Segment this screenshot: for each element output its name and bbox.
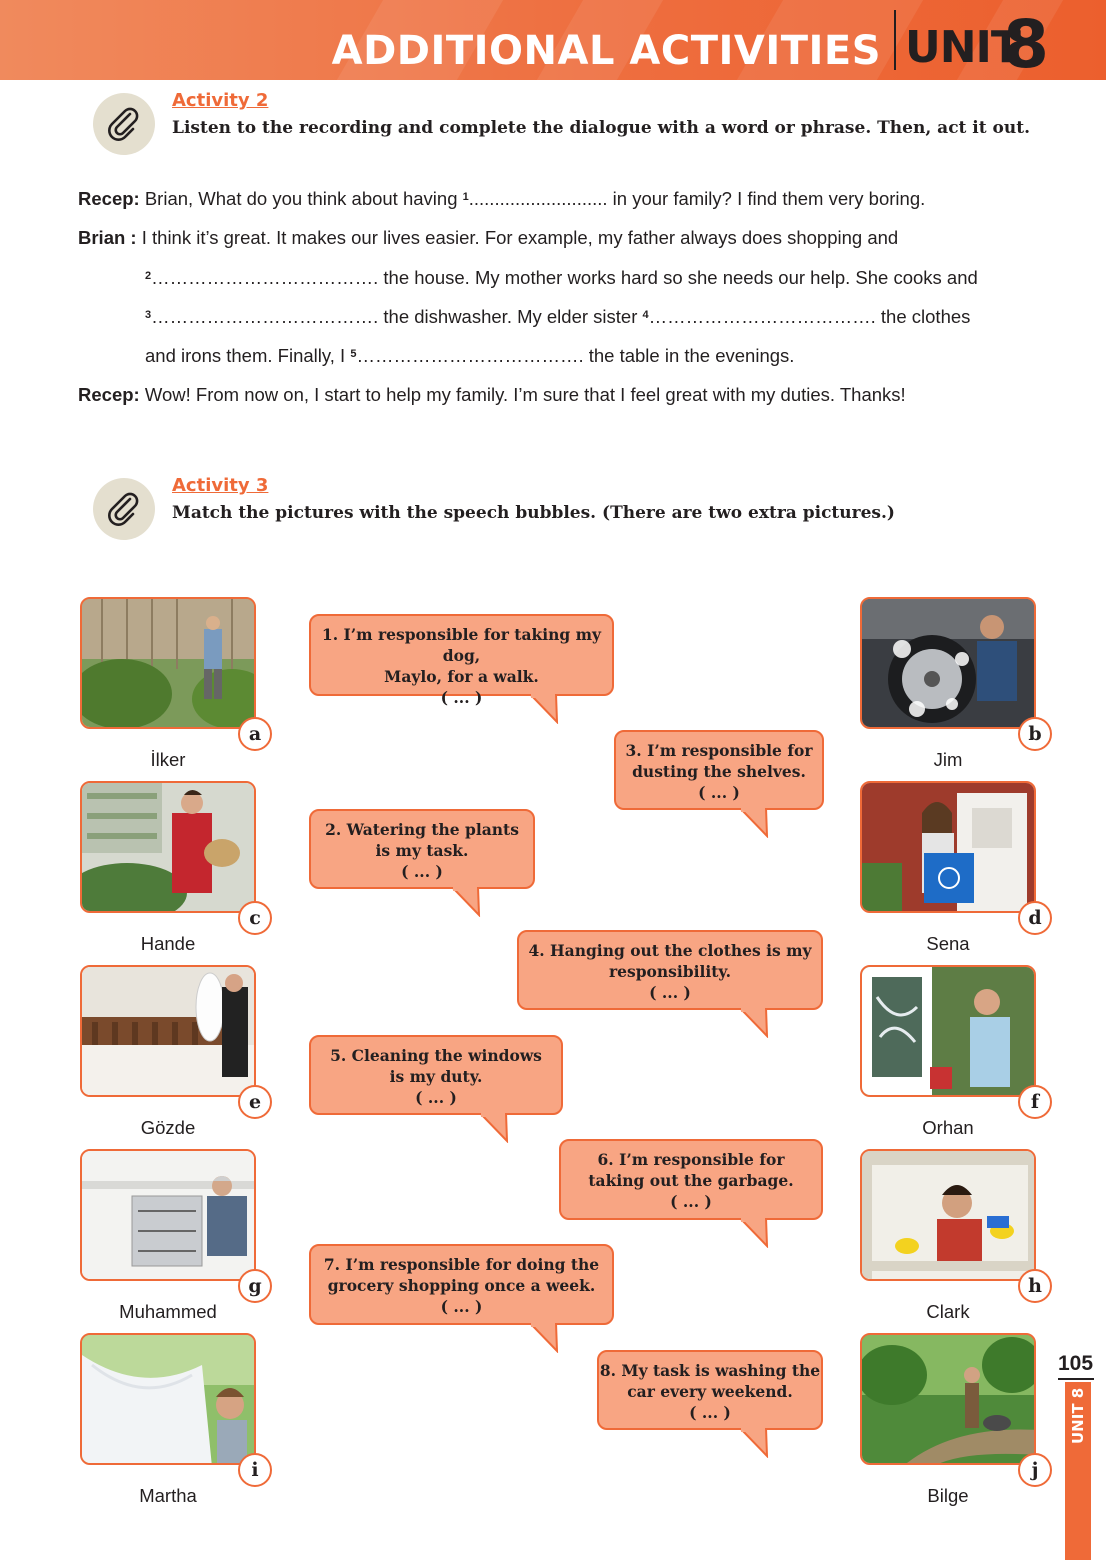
unit-number: 8 (1003, 6, 1049, 83)
dialogue-line-6: Recep: Wow! From now on, I start to help my family. I’m sure that I feel great with my duties. Thanks! (78, 384, 906, 405)
activity2-title: Activity 2 (172, 90, 269, 111)
paperclip-icon (93, 93, 155, 155)
speech-bubble-7-tail (530, 1323, 560, 1353)
picture-letter-i: i (238, 1453, 272, 1487)
person-name-ilker: İlker (150, 749, 186, 770)
picture-letter-h: h (1018, 1269, 1052, 1303)
picture-b-washing-car (860, 597, 1036, 729)
speech-bubble-2: 2. Watering the plants is my task. ( ... ) (309, 809, 535, 889)
activity3-title: Activity 3 (172, 475, 269, 496)
picture-i-hanging-clothes (80, 1333, 256, 1465)
unit-side-tab (1065, 1382, 1091, 1560)
answer-slot-6[interactable]: ( ... ) (670, 1192, 712, 1211)
picture-letter-j: j (1018, 1453, 1052, 1487)
picture-letter-f: f (1018, 1085, 1052, 1119)
picture-a-watering-plants (80, 597, 256, 729)
person-name-clark: Clark (926, 1301, 970, 1322)
speech-bubble-5: 5. Cleaning the windows is my duty. ( ... ) (309, 1035, 563, 1115)
speech-bubble-1-tail (530, 694, 560, 724)
answer-slot-2[interactable]: ( ... ) (401, 862, 443, 881)
speech-bubble-6-tail (740, 1218, 770, 1248)
page-number-rule (1058, 1378, 1094, 1380)
picture-e-bed (80, 965, 256, 1097)
picture-letter-d: d (1018, 901, 1052, 935)
unit-label: UNIT (905, 22, 1020, 73)
dialogue-line-3: $^2$………………………………. the house. My mother works hard so she needs our help. She cooks and (145, 267, 978, 288)
speech-bubble-7: 7. I’m responsible for doing the grocery shopping once a week. ( ... ) (309, 1244, 614, 1325)
picture-letter-g: g (238, 1269, 272, 1303)
person-name-muhammed: Muhammed (119, 1301, 217, 1322)
person-name-bilge: Bilge (927, 1485, 969, 1506)
speech-bubble-4-tail (740, 1008, 770, 1038)
answer-slot-4[interactable]: ( ... ) (649, 983, 691, 1002)
speech-bubble-4: 4. Hanging out the clothes is my responsibility. ( ... ) (517, 930, 823, 1010)
blank-5[interactable]: ………………………………. (356, 345, 584, 366)
picture-letter-e: e (238, 1085, 272, 1119)
person-name-martha: Martha (139, 1485, 197, 1506)
person-name-orhan: Orhan (922, 1117, 974, 1138)
page-number: 105 (1058, 1352, 1094, 1375)
blank-2[interactable]: ………………………………. (151, 267, 379, 288)
speech-bubble-3: 3. I’m responsible for dusting the shelves. ( ... ) (614, 730, 824, 810)
picture-g-dishwasher (80, 1149, 256, 1281)
paperclip-icon (93, 478, 155, 540)
dialogue-line-5: and irons them. Finally, I $^5$………………………………. the table in the evenings. (145, 345, 795, 366)
picture-letter-b: b (1018, 717, 1052, 751)
picture-letter-c: c (238, 901, 272, 935)
dialogue-line-2: Brian : I think it’s great. It makes our lives easier. For example, my father always does shopping and (78, 227, 899, 248)
speech-bubble-1: 1. I’m responsible for taking my dog, Maylo, for a walk. ( ... ) (309, 614, 614, 696)
speech-bubble-6: 6. I’m responsible for taking out the garbage. ( ... ) (559, 1139, 823, 1220)
blank-3[interactable]: ………………………………. (151, 306, 379, 327)
dialogue-line-1: Recep: Brian, What do you think about having $^1$........................... in your family? I find them very boring. (78, 188, 926, 209)
person-name-hande: Hande (140, 933, 196, 954)
speech-bubble-5-tail (480, 1113, 510, 1143)
picture-c-grocery-shopping (80, 781, 256, 913)
speech-bubble-3-tail (740, 808, 770, 838)
picture-h-dusting-shelves (860, 1149, 1036, 1281)
speech-bubble-8-tail (740, 1428, 770, 1458)
answer-slot-7[interactable]: ( ... ) (440, 1297, 483, 1316)
speech-bubble-8: 8. My task is washing the car every weekend. ( ... ) (597, 1350, 823, 1430)
picture-f-cleaning-window (860, 965, 1036, 1097)
answer-slot-3[interactable]: ( ... ) (698, 783, 740, 802)
header-divider (894, 10, 896, 70)
blank-1[interactable]: ........................... (468, 188, 608, 209)
dialogue-line-4: $^3$………………………………. the dishwasher. My elder sister $^4$………………………………. the clothes (145, 306, 971, 327)
activity3-instruction: Match the pictures with the speech bubbles. (There are two extra pictures.) (172, 503, 895, 523)
answer-slot-8[interactable]: ( ... ) (689, 1403, 731, 1422)
answer-slot-5[interactable]: ( ... ) (415, 1088, 457, 1107)
activity2-instruction: Listen to the recording and complete the dialogue with a word or phrase. Then, act it out. (172, 118, 1031, 138)
picture-j-walking-dog (860, 1333, 1036, 1465)
unit-side-tab-label: UNIT 8 (1069, 1387, 1087, 1444)
picture-d-garbage (860, 781, 1036, 913)
person-name-jim: Jim (933, 749, 963, 770)
person-name-sena: Sena (926, 933, 970, 954)
person-name-gozde: Gözde (140, 1117, 196, 1138)
header-title: ADDITIONAL ACTIVITIES (331, 28, 881, 74)
speech-bubble-2-tail (452, 887, 482, 917)
answer-slot-1[interactable]: ( ... ) (440, 688, 483, 707)
blank-4[interactable]: ………………………………. (648, 306, 876, 327)
picture-letter-a: a (238, 717, 272, 751)
